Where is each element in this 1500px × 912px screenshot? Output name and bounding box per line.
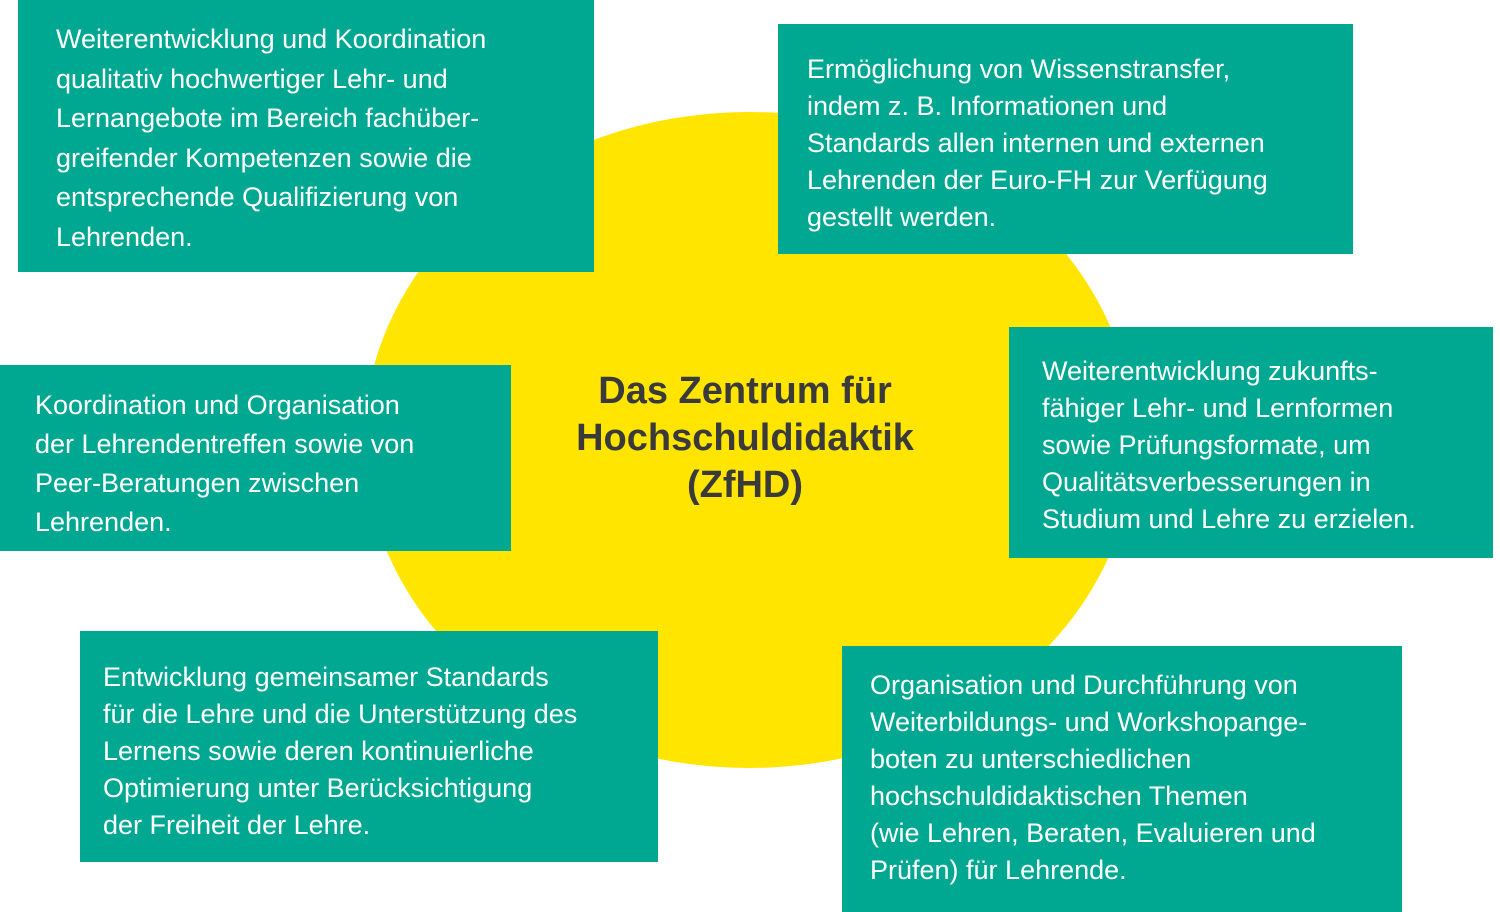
box-text-line: Weiterbildungs- und Workshopange-: [870, 707, 1308, 737]
box-text-line: Qualitätsverbesserungen in: [1042, 467, 1371, 497]
box-text-line: gestellt werden.: [807, 202, 997, 232]
task-box-knowledge-transfer: [778, 24, 1353, 254]
center-title-line: Hochschuldidaktik: [576, 417, 914, 459]
center-title-line: Das Zentrum für: [598, 370, 892, 412]
box-text-line: Weiterentwicklung zukunfts-: [1042, 356, 1378, 386]
box-text-line: fähiger Lehr- und Lernformen: [1042, 393, 1394, 423]
box-text-line: der Freiheit der Lehre.: [103, 810, 371, 840]
box-text-line: der Lehrendentreffen sowie von: [35, 429, 415, 459]
box-text-line: Standards allen internen und externen: [807, 128, 1265, 158]
box-text-line: Lehrenden der Euro-FH zur Verfügung: [807, 165, 1268, 195]
task-box-future-formats: [1009, 327, 1493, 558]
box-text-line: Lernangebote im Bereich fachüber-: [56, 103, 480, 133]
box-text-line: boten zu unterschiedlichen: [870, 744, 1192, 774]
box-text-line: sowie Prüfungsformate, um: [1042, 430, 1371, 460]
box-text-line: (wie Lehren, Beraten, Evaluieren und: [870, 818, 1316, 848]
box-text-line: Entwicklung gemeinsamer Standards: [103, 662, 549, 692]
box-text-line: hochschuldidaktischen Themen: [870, 781, 1248, 811]
box-text-line: Ermöglichung von Wissenstransfer,: [807, 54, 1231, 84]
box-text-line: Optimierung unter Berücksichtigung: [103, 773, 533, 803]
task-box-curriculum-development: [18, 0, 594, 272]
box-text-line: entsprechende Qualifizierung von: [56, 182, 459, 212]
box-text-line: Prüfen) für Lehrende.: [870, 855, 1127, 885]
box-text-line: Peer-Beratungen zwischen: [35, 468, 360, 498]
task-box-teacher-meetings: [0, 365, 511, 551]
box-text-line: Lehrenden.: [35, 507, 172, 537]
box-text-line: indem z. B. Informationen und: [807, 91, 1168, 121]
box-text-line: Organisation und Durchführung von: [870, 670, 1298, 700]
box-text-line: Lehrenden.: [56, 221, 193, 252]
box-text-line: Studium und Lehre zu erzielen.: [1042, 504, 1416, 534]
center-title-line: (ZfHD): [686, 464, 804, 506]
task-box-workshops: [842, 646, 1402, 912]
task-box-common-standards: [80, 631, 658, 862]
center-title: [520, 368, 970, 509]
box-text-line: für die Lehre und die Unterstützung des: [103, 699, 578, 729]
box-text-line: qualitativ hochwertiger Lehr- und: [56, 63, 448, 94]
box-text-line: Lernens sowie deren kontinuierliche: [103, 736, 534, 766]
box-text-line: Koordination und Organisation: [35, 390, 400, 420]
box-text-line: greifender Kompetenzen sowie die: [56, 142, 472, 173]
box-text-line: Weiterentwicklung und Koordination: [56, 24, 487, 54]
